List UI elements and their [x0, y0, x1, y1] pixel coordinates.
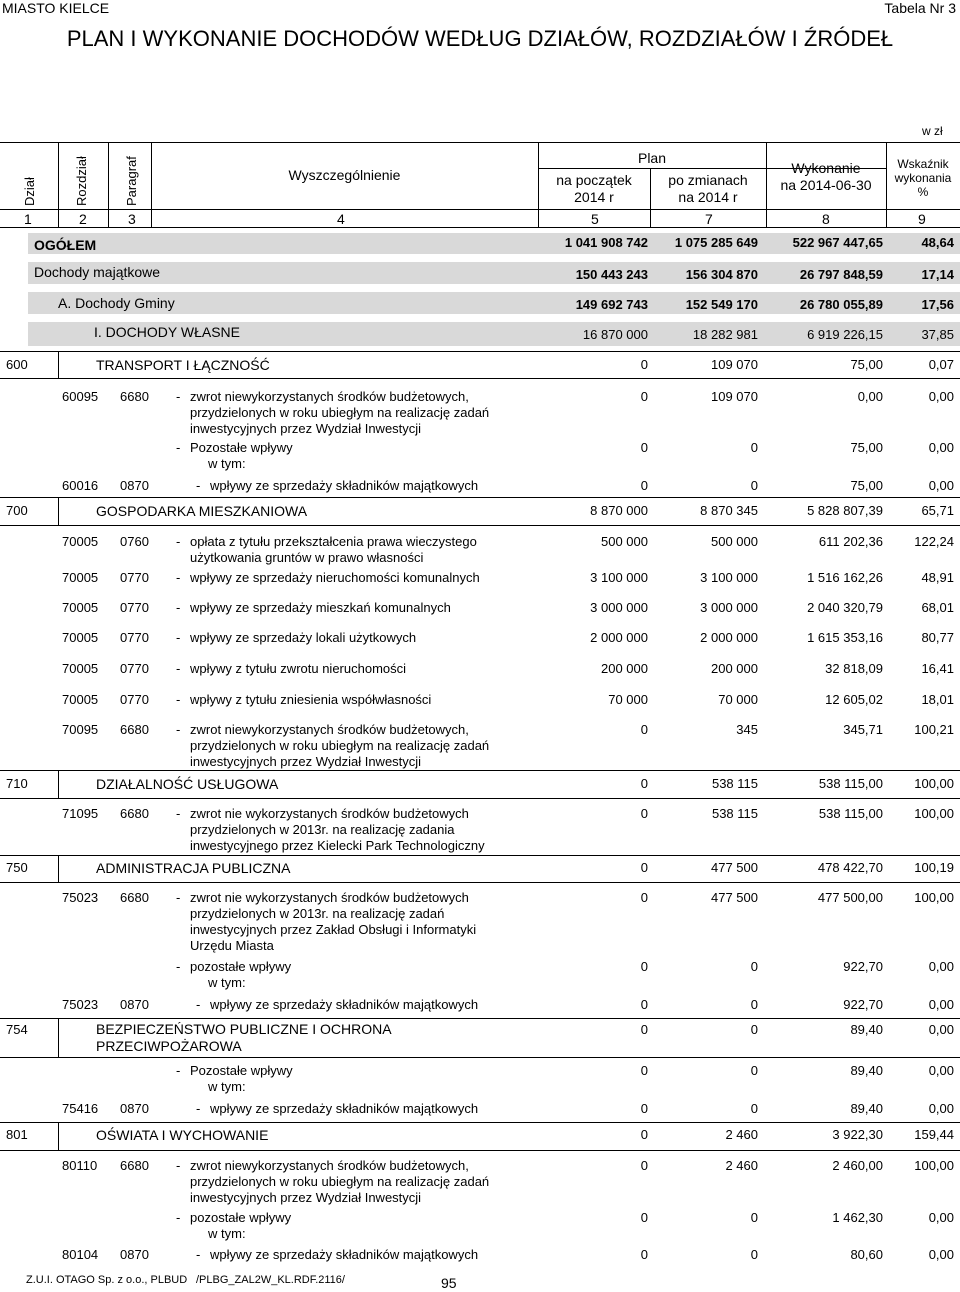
table-number: Tabela Nr 3: [884, 0, 956, 16]
col-plan-start-2: 2014 r: [574, 189, 614, 205]
footer-company: Z.U.I. OTAGO Sp. z o.o., PLBUD: [26, 1274, 188, 1286]
col-plan-start-1: na początek: [556, 172, 632, 188]
col-num: 1: [24, 211, 32, 227]
col-num: 9: [918, 211, 926, 227]
col-wskaznik-3: %: [917, 185, 929, 199]
col-num: 4: [337, 211, 345, 227]
col-wskaznik-2: wykonania: [894, 171, 952, 185]
unit-label: w zł: [922, 124, 943, 138]
page-title: PLAN I WYKONANIE DOCHODÓW WEDŁUG DZIAŁÓW, ROZDZIAŁÓW I ŹRÓDEŁ: [66, 26, 894, 51]
col-wyszczegolnienie: Wyszczególnienie: [288, 167, 401, 183]
city-name: MIASTO KIELCE: [2, 0, 110, 16]
col-plan-changes-2: na 2014 r: [678, 189, 738, 205]
col-wykonanie-1: Wykonanie: [791, 160, 861, 176]
col-num: 5: [591, 211, 599, 227]
col-num: 2: [79, 211, 87, 227]
col-plan-changes-1: po zmianach: [668, 172, 748, 188]
col-wskaznik-1: Wskaźnik: [897, 157, 949, 171]
col-wykonanie-2: na 2014-06-30: [780, 177, 872, 193]
col-num: 7: [705, 211, 713, 227]
col-plan: Plan: [637, 150, 667, 166]
col-num: 8: [822, 211, 830, 227]
footer-file: /PLBG_ZAL2W_KL.RDF.2116/: [196, 1274, 345, 1286]
col-num: 3: [128, 211, 136, 227]
col-paragraf: Paragraf: [124, 156, 139, 206]
col-rozdzial: Rozdział: [74, 156, 89, 206]
col-dzial: Dział: [22, 177, 37, 206]
page-number: 95: [441, 1275, 457, 1291]
